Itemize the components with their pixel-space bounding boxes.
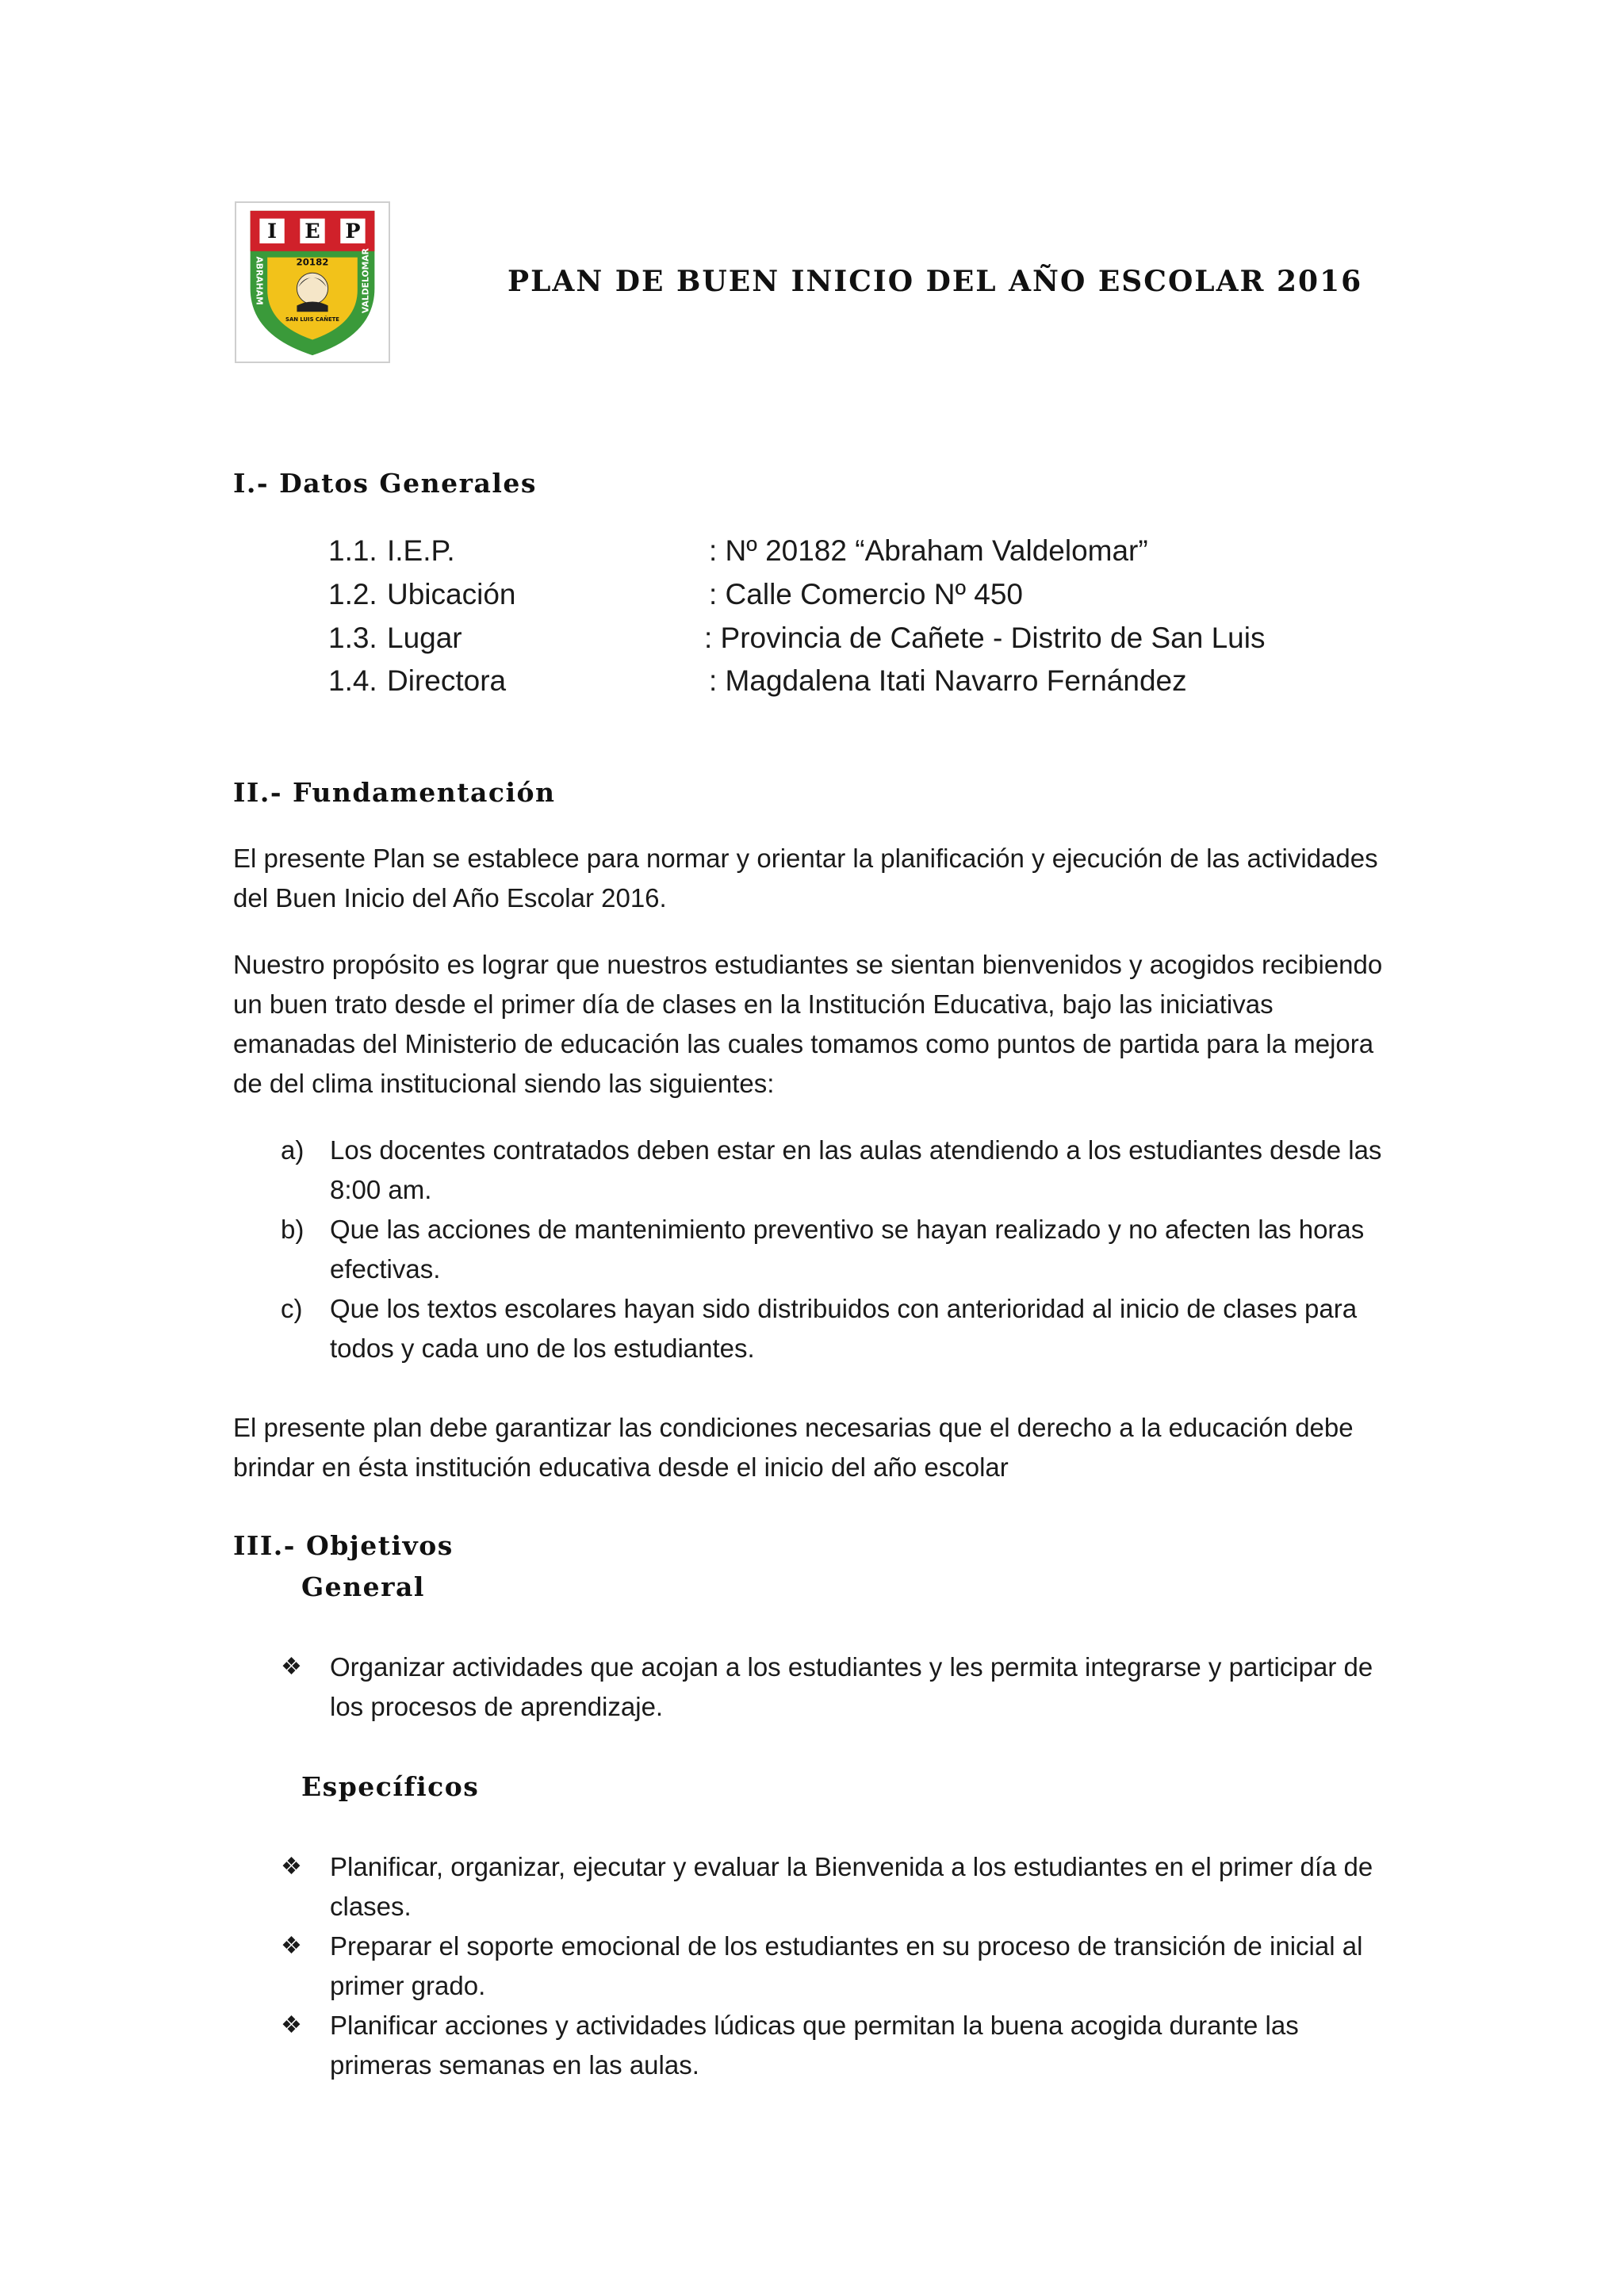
sub-heading-general: General — [301, 1571, 425, 1602]
logo-arc-text-left: ABRAHAM — [254, 256, 265, 305]
diamond-bullet-icon: ❖ — [281, 1854, 302, 1880]
list-item-objetivo-especifico — [233, 1847, 1391, 1927]
list-item-text: Organizar actividades que acojan a los estudiantes y les permita integrarse y participar de los procesos de aprendizaje. — [330, 1652, 1373, 1721]
datos-row-directora — [328, 661, 1359, 701]
list-marker: b) — [281, 1215, 304, 1244]
list-item-objetivo-general — [233, 1647, 1391, 1727]
paragraph-fundamentacion-1: El presente Plan se establece para normar y orientar la planificación y ejecución de las actividades del Buen Inicio del Año Escolar 2016. — [233, 844, 1378, 913]
diamond-bullet-icon: ❖ — [281, 1933, 302, 1959]
datos-row-value: : Nº 20182 “Abraham Valdelomar” — [709, 534, 1148, 567]
datos-row-value: : Provincia de Cañete - Distrito de San Luis — [704, 622, 1266, 654]
datos-row-label: Ubicación — [387, 578, 516, 610]
list-item-text: Planificar acciones y actividades lúdicas que permitan la buena acogida durante las primeras semanas en las aulas. — [330, 2011, 1299, 2080]
logo-code: 20182 — [296, 256, 329, 268]
diamond-bullet-icon: ❖ — [281, 2012, 302, 2038]
section-heading-datos-generales: I.- Datos Generales — [233, 468, 537, 499]
list-item-b — [233, 1210, 1391, 1289]
section-heading-fundamentacion: II.- Fundamentación — [233, 777, 556, 808]
list-item-text: Que las acciones de mantenimiento preventivo se hayan realizado y no afecten las horas efectivas. — [330, 1215, 1365, 1284]
school-shield-emblem — [236, 203, 389, 362]
list-item-c — [233, 1289, 1391, 1368]
datos-row-value: : Calle Comercio Nº 450 — [709, 578, 1023, 610]
list-item-objetivo-especifico — [233, 1927, 1391, 2006]
datos-row-number: 1.1. — [328, 534, 377, 567]
list-item-text: Planificar, organizar, ejecutar y evaluar la Bienvenida a los estudiantes en el primer día de clases. — [330, 1852, 1373, 1921]
list-item-text: Preparar el soporte emocional de los estudiantes en su proceso de transición de inicial al primer grado. — [330, 1931, 1363, 2000]
logo-letter-i: I — [267, 220, 278, 244]
logo-letter-p: P — [345, 220, 361, 244]
diamond-bullet-icon: ❖ — [281, 1654, 302, 1680]
datos-row-label: I.E.P. — [387, 534, 455, 567]
datos-row-number: 1.3. — [328, 622, 377, 654]
document-title: PLAN DE BUEN INICIO DEL AÑO ESCOLAR 2016 — [508, 265, 1363, 298]
logo-arc-text-right: VALDELOMAR — [360, 248, 371, 314]
list-item-objetivo-especifico — [233, 2006, 1391, 2085]
list-item-text: Los docentes contratados deben estar en las aulas atendiendo a los estudiantes desde las 8:00 am. — [330, 1135, 1382, 1204]
sub-heading-especificos: Específicos — [301, 1771, 480, 1802]
school-logo — [235, 201, 390, 363]
list-item-text: Que los textos escolares hayan sido distribuidos con anterioridad al inicio de clases para todos y cada uno de los estudiantes. — [330, 1294, 1358, 1363]
datos-row-label: Lugar — [387, 622, 462, 654]
datos-row-number: 1.2. — [328, 578, 377, 610]
datos-row-value: : Magdalena Itati Navarro Fernández — [709, 664, 1187, 697]
list-item-a — [233, 1131, 1391, 1210]
list-marker: a) — [281, 1135, 304, 1165]
datos-row-iep — [328, 531, 1359, 571]
datos-row-number: 1.4. — [328, 664, 377, 697]
paragraph-fundamentacion-3: El presente plan debe garantizar las condiciones necesarias que el derecho a la educación debe brindar en ésta institución educativa desde el inicio del año escolar — [233, 1413, 1354, 1482]
datos-row-label: Directora — [387, 664, 507, 697]
list-marker: c) — [281, 1294, 303, 1323]
datos-row-lugar — [328, 618, 1359, 658]
paragraph-fundamentacion-2: Nuestro propósito es lograr que nuestros estudiantes se sientan bienvenidos y acogidos recibiendo un buen trato desde el primer día de clases en la Institución Educativa, bajo las iniciativas emanadas del Ministerio de educación las cuales tomamos como puntos de partida para la mejora de del clima institucional siendo las siguientes: — [233, 950, 1383, 1098]
logo-place: SAN LUIS CAÑETE — [285, 316, 339, 323]
section-heading-objetivos: III.- Objetivos — [233, 1530, 454, 1561]
logo-letter-e: E — [304, 220, 320, 244]
datos-row-ubicacion — [328, 575, 1359, 614]
